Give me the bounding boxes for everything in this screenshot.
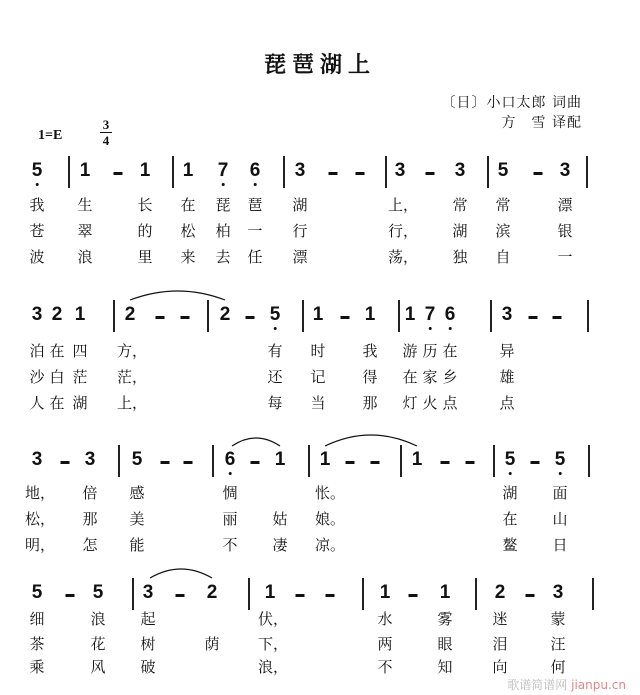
note: 6 — [249, 160, 261, 181]
lyric-syllable: 能 — [129, 536, 145, 554]
lyric-syllable: 松 — [180, 222, 196, 240]
lyric-syllable: 浪 — [90, 610, 106, 628]
lyric-syllable: 树 — [140, 635, 156, 653]
lyric-syllable: 漂 — [292, 248, 308, 266]
note: 3 — [31, 304, 43, 325]
lyric-syllable: 面 — [552, 484, 568, 502]
lyric-syllable: 风 — [90, 658, 106, 676]
barline — [362, 578, 364, 610]
barline — [475, 578, 477, 610]
lyric-syllable: 浪 — [77, 248, 93, 266]
lyric-syllable: 浪， — [257, 658, 289, 676]
note: 5 — [131, 449, 143, 470]
extension-dash — [61, 461, 70, 464]
composer-credit: 〔日〕小口太郎 词曲 — [441, 95, 582, 111]
lyric-syllable: 琵 — [215, 196, 231, 214]
extension-dash — [529, 316, 538, 319]
note: 1 — [182, 160, 194, 181]
lyric-syllable: 湖 — [72, 394, 88, 412]
note: 3 — [142, 582, 154, 603]
extension-dash — [66, 594, 75, 597]
song-title: 琵琶湖上 — [263, 52, 376, 78]
lyric-syllable: 灯 — [402, 394, 418, 412]
lyric-syllable: 历 — [422, 342, 438, 360]
lyric-syllable: 山 — [552, 510, 568, 528]
note: 3 — [454, 160, 466, 181]
barline — [493, 445, 495, 477]
lyric-syllable: 两 — [377, 635, 393, 653]
lyric-syllable: 记 — [310, 368, 326, 386]
lyric-syllable: 翠 — [77, 222, 93, 240]
lyric-syllable: 方， — [116, 342, 148, 360]
lyric-syllable: 还 — [267, 368, 283, 386]
note: 3 — [559, 160, 571, 181]
barline — [592, 578, 594, 610]
note: 1 — [411, 449, 423, 470]
note: 1 — [264, 582, 276, 603]
note: 2 — [494, 582, 506, 603]
lyric-syllable: 雾 — [437, 610, 453, 628]
lyric-syllable: 何 — [550, 658, 566, 676]
note: 5 — [497, 160, 509, 181]
lyric-syllable: 惆 — [222, 484, 238, 502]
lyric-syllable: 眼 — [437, 635, 453, 653]
lyric-syllable: 乡 — [442, 368, 458, 386]
lyric-syllable: 人 — [29, 394, 45, 412]
note: 3 — [294, 160, 306, 181]
time-bottom: 4 — [102, 133, 110, 148]
lyric-syllable: 点 — [442, 394, 458, 412]
lyric-syllable: 常 — [452, 196, 468, 214]
lyric-syllable: 姑 — [272, 510, 288, 528]
watermark — [507, 678, 626, 692]
barline — [587, 300, 589, 332]
key-signature: 1=E — [38, 128, 63, 143]
lyric-syllable: 那 — [82, 510, 98, 528]
barline — [487, 156, 489, 188]
lyric-syllable: 来 — [180, 248, 196, 266]
extension-dash — [553, 316, 562, 319]
lyric-syllable: 常 — [495, 196, 511, 214]
extension-dash — [409, 594, 418, 597]
lyric-syllable: 花 — [90, 635, 106, 653]
lyric-syllable: 下， — [257, 635, 289, 653]
lyric-syllable: 鳌 — [502, 536, 518, 554]
time-signature — [100, 118, 112, 147]
lyric-syllable: 每 — [267, 394, 283, 412]
lyric-syllable: 迷 — [492, 610, 508, 628]
extension-dash — [296, 594, 305, 597]
lyric-syllable: 波 — [29, 248, 45, 266]
note: 6 — [224, 449, 236, 470]
note: 1 — [319, 449, 331, 470]
barline — [302, 300, 304, 332]
extension-dash — [526, 594, 535, 597]
lyric-syllable: 点 — [499, 394, 515, 412]
extension-dash — [181, 316, 190, 319]
lyric-syllable: 荫 — [204, 635, 220, 653]
lyric-syllable: 四 — [72, 342, 88, 360]
watermark-url: jianpu.cn — [571, 678, 626, 692]
lyric-syllable: 怅。 — [314, 484, 346, 502]
lyric-syllable: 家 — [422, 368, 438, 386]
extension-dash — [371, 461, 380, 464]
extension-dash — [184, 461, 193, 464]
extension-dash — [251, 461, 260, 464]
barline — [212, 445, 214, 477]
barline — [283, 156, 285, 188]
lyric-syllable: 感 — [129, 484, 145, 502]
lyric-syllable: 在 — [402, 368, 418, 386]
lyric-syllable: 水 — [377, 610, 393, 628]
lyric-syllable: 长 — [137, 196, 153, 214]
barline — [113, 300, 115, 332]
barline — [400, 445, 402, 477]
note: 5 — [92, 582, 104, 603]
note: 5 — [31, 582, 43, 603]
lyric-syllable: 泊 — [29, 342, 45, 360]
lyric-syllable: 独 — [452, 248, 468, 266]
extension-dash — [161, 461, 170, 464]
note: 7 — [217, 160, 229, 181]
barline — [132, 578, 134, 610]
lyric-syllable: 在 — [442, 342, 458, 360]
barline — [398, 300, 400, 332]
lyric-syllable: 茫 — [72, 368, 88, 386]
lyric-syllable: 凄 — [272, 536, 288, 554]
note: 1 — [274, 449, 286, 470]
lyric-syllable: 松， — [24, 510, 56, 528]
lyric-syllable: 日 — [552, 536, 568, 554]
slur — [130, 291, 225, 300]
lyric-syllable: 荡， — [387, 248, 419, 266]
lyric-syllable: 地， — [24, 484, 56, 502]
lyric-syllable: 知 — [437, 658, 453, 676]
note: 2 — [124, 304, 136, 325]
lyric-syllable: 向 — [492, 658, 508, 676]
note: 2 — [206, 582, 218, 603]
time-top: 3 — [102, 117, 110, 132]
note: 7 — [424, 304, 436, 325]
lyric-syllable: 在 — [180, 196, 196, 214]
barline — [68, 156, 70, 188]
lyric-syllable: 在 — [502, 510, 518, 528]
lyric-syllable: 琶 — [247, 196, 263, 214]
lyric-syllable: 丽 — [222, 510, 238, 528]
barline — [588, 445, 590, 477]
lyric-syllable: 不 — [222, 536, 238, 554]
barline — [118, 445, 120, 477]
translator-credit: 方 雪 译配 — [501, 115, 582, 131]
note: 1 — [379, 582, 391, 603]
lyric-syllable: 游 — [402, 342, 418, 360]
note: 1 — [404, 304, 416, 325]
extension-dash — [346, 461, 355, 464]
lyric-syllable: 行， — [387, 222, 419, 240]
lyric-syllable: 在 — [49, 394, 65, 412]
lyric-syllable: 得 — [362, 368, 378, 386]
extension-dash — [176, 594, 185, 597]
note: 1 — [312, 304, 324, 325]
extension-dash — [326, 594, 335, 597]
extension-dash — [531, 461, 540, 464]
lyric-syllable: 美 — [129, 510, 145, 528]
note: 2 — [51, 304, 63, 325]
barline — [586, 156, 588, 188]
note: 1 — [139, 160, 151, 181]
lyric-syllable: 行 — [292, 222, 308, 240]
extension-dash — [534, 172, 543, 175]
extension-dash — [466, 461, 475, 464]
barline — [385, 156, 387, 188]
lyric-syllable: 雄 — [499, 368, 515, 386]
lyric-syllable: 湖 — [452, 222, 468, 240]
lyric-syllable: 细 — [29, 610, 45, 628]
lyric-syllable: 银 — [557, 222, 573, 240]
barline — [207, 300, 209, 332]
lyric-syllable: 破 — [140, 658, 156, 676]
lyric-syllable: 我 — [362, 342, 378, 360]
lyric-syllable: 一 — [557, 248, 573, 266]
lyric-syllable: 白 — [49, 368, 65, 386]
lyric-syllable: 湖 — [292, 196, 308, 214]
watermark-site: 歌谱简谱网 — [507, 678, 568, 692]
lyric-syllable: 倍 — [82, 484, 98, 502]
note: 6 — [444, 304, 456, 325]
lyric-syllable: 蒙 — [550, 610, 566, 628]
lyric-syllable: 不 — [377, 658, 393, 676]
lyric-syllable: 湖 — [502, 484, 518, 502]
lyric-syllable: 娘。 — [314, 510, 346, 528]
note: 3 — [501, 304, 513, 325]
lyric-syllable: 伏， — [257, 610, 289, 628]
lyric-syllable: 里 — [137, 248, 153, 266]
lyric-syllable: 苍 — [29, 222, 45, 240]
lyric-syllable: 茫， — [116, 368, 148, 386]
extension-dash — [356, 172, 365, 175]
lyric-syllable: 乘 — [29, 658, 45, 676]
barline — [490, 300, 492, 332]
slur — [150, 569, 212, 578]
barline — [248, 578, 250, 610]
slur — [325, 435, 417, 446]
lyric-syllable: 上， — [116, 394, 148, 412]
lyric-syllable: 异 — [499, 342, 515, 360]
lyric-syllable: 当 — [310, 394, 326, 412]
note: 1 — [74, 304, 86, 325]
lyric-syllable: 自 — [495, 248, 511, 266]
note: 3 — [84, 449, 96, 470]
lyric-syllable: 在 — [49, 342, 65, 360]
lyric-syllable: 怎 — [82, 536, 98, 554]
extension-dash — [329, 172, 338, 175]
extension-dash — [156, 316, 165, 319]
lyric-syllable: 茶 — [29, 635, 45, 653]
lyric-syllable: 任 — [247, 248, 263, 266]
slur — [232, 438, 280, 446]
extension-dash — [114, 172, 123, 175]
note: 3 — [552, 582, 564, 603]
lyric-syllable: 柏 — [215, 222, 231, 240]
note: 1 — [364, 304, 376, 325]
lyric-syllable: 上， — [387, 196, 419, 214]
lyric-syllable: 汪 — [550, 635, 566, 653]
extension-dash — [441, 461, 450, 464]
note: 1 — [439, 582, 451, 603]
lyric-syllable: 漂 — [557, 196, 573, 214]
lyric-syllable: 我 — [29, 196, 45, 214]
lyric-syllable: 的 — [137, 222, 153, 240]
lyric-syllable: 滨 — [495, 222, 511, 240]
lyric-syllable: 沙 — [29, 368, 45, 386]
note: 3 — [394, 160, 406, 181]
lyric-syllable: 去 — [215, 248, 231, 266]
note: 5 — [504, 449, 516, 470]
note: 5 — [554, 449, 566, 470]
extension-dash — [426, 172, 435, 175]
lyric-syllable: 生 — [77, 196, 93, 214]
extension-dash — [246, 316, 255, 319]
note: 5 — [269, 304, 281, 325]
lyric-syllable: 凉。 — [314, 536, 346, 554]
lyric-syllable: 明， — [24, 536, 56, 554]
lyric-syllable: 起 — [140, 610, 156, 628]
lyric-syllable: 那 — [362, 394, 378, 412]
lyric-syllable: 有 — [267, 342, 283, 360]
lyric-syllable: 时 — [310, 342, 326, 360]
note: 2 — [219, 304, 231, 325]
note: 5 — [31, 160, 43, 181]
note: 1 — [79, 160, 91, 181]
extension-dash — [341, 316, 350, 319]
note: 3 — [31, 449, 43, 470]
lyric-syllable: 火 — [422, 394, 438, 412]
lyric-syllable: 泪 — [492, 635, 508, 653]
barline — [172, 156, 174, 188]
lyric-syllable: 一 — [247, 222, 263, 240]
barline — [308, 445, 310, 477]
